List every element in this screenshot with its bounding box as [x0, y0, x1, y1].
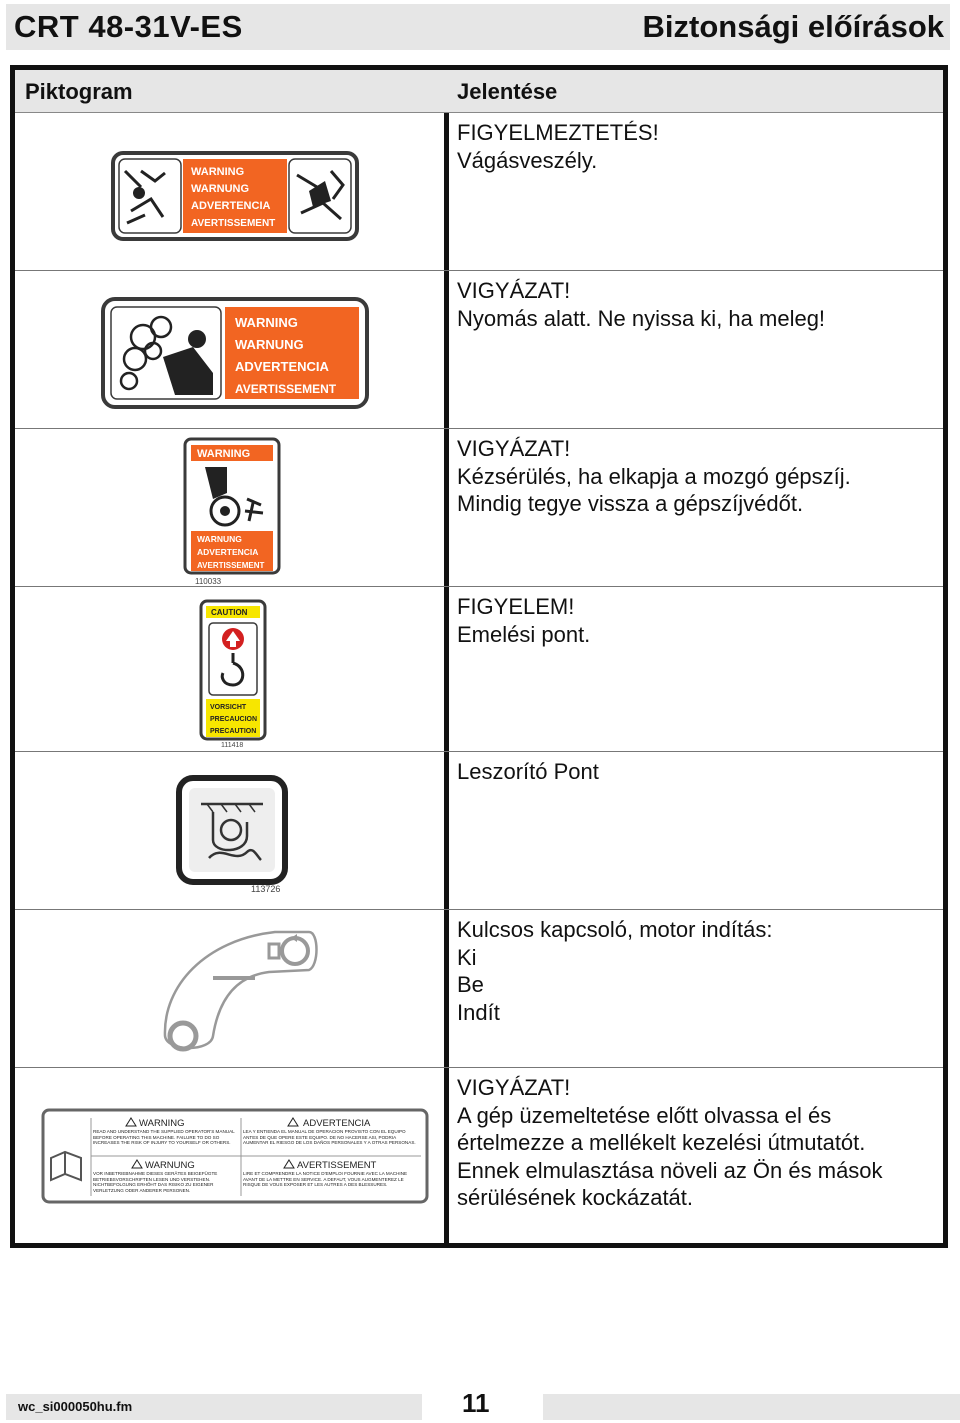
- meaning-text: [457, 593, 937, 648]
- table-row: [15, 587, 943, 752]
- pictogram-table: [10, 65, 948, 1248]
- meaning-text: [457, 277, 937, 332]
- decal-text: WARNING: [191, 166, 245, 178]
- decal-text: VORSICHT: [210, 704, 247, 711]
- decal-text: AVERTISSEMENT: [191, 218, 276, 229]
- table-row: [15, 752, 943, 910]
- table-row: [15, 271, 943, 429]
- decal-text: WARNING: [235, 315, 298, 330]
- decal-text: WARNING: [197, 448, 251, 460]
- meaning-line: VIGYÁZAT!: [457, 278, 571, 303]
- meaning-text: [457, 1074, 937, 1212]
- decal-text: WARNUNG: [197, 534, 242, 544]
- meaning-text: [457, 119, 937, 174]
- footer-bar-right: [543, 1394, 960, 1420]
- column-header-pictogram: Piktogram: [25, 79, 133, 104]
- meaning-text: [457, 916, 937, 1026]
- meaning-line: Kulcsos kapcsoló, motor indítás:: [457, 917, 773, 942]
- meaning-line: Kézsérülés, ha elkapja a mozgó gépszíj.: [457, 463, 851, 489]
- decal-number: 113726: [251, 884, 281, 894]
- table-row: [15, 910, 943, 1068]
- key-switch-decal-icon: [157, 926, 321, 1058]
- meaning-line: Be: [457, 972, 484, 997]
- table-header: [15, 70, 943, 113]
- section-title: Biztonsági előírások: [642, 9, 944, 44]
- decal-text: PRECAUCION: [210, 716, 258, 723]
- footer-filename: wc_si000050hu.fm: [18, 1399, 133, 1414]
- decal-text: PRECAUTION: [210, 728, 257, 735]
- meaning-line: VIGYÁZAT!: [457, 1075, 571, 1100]
- decal-text: AVERTISSEMENT: [197, 561, 265, 570]
- meaning-line: Ki: [457, 944, 477, 970]
- lifting-point-decal-icon: [199, 599, 269, 749]
- meaning-line: értelmezze a mellékelt kezelési útmutatót.: [457, 1130, 866, 1155]
- decal-number: 110033: [195, 577, 222, 586]
- meaning-line: Emelési pont.: [457, 621, 591, 647]
- meaning-line: Leszorító Pont: [457, 759, 599, 784]
- decal-text: ADVERTENCIA: [197, 547, 259, 557]
- decal-text: AVERTISSEMENT: [235, 382, 337, 396]
- decal-text: ADVERTENCIA: [191, 200, 271, 212]
- decal-paragraph: VOR INBETRIEBNAHME DIESES GERÄTES BEIGEFÜGTE BETRIEBSVORSCHRIFTEN LESEN UND VERSTEHEN. NICHTBEFOLGUNG ERHÖHT DAS RISIKO ZU EIGENER VERLETZUNG ODER ANDERER PERSONEN.: [93, 1171, 218, 1193]
- table-row: [15, 429, 943, 587]
- column-header-meaning: Jelentése: [457, 79, 558, 104]
- tie-down-point-decal-icon: [175, 774, 301, 894]
- table-row: [15, 1068, 943, 1243]
- decal-text: WARNUNG: [235, 337, 304, 352]
- meaning-line: Indít: [457, 999, 500, 1025]
- cutting-hazard-decal-icon: [111, 151, 359, 241]
- meaning-line: Ennek elmulasztása növeli az Ön és mások: [457, 1157, 883, 1183]
- decal-text: AVERTISSEMENT: [297, 1160, 377, 1171]
- meaning-line: FIGYELMEZTETÉS!: [457, 120, 659, 145]
- meaning-line: Mindig tegye vissza a gépszíjvédőt.: [457, 491, 804, 516]
- read-manual-decal-icon: [41, 1108, 429, 1204]
- meaning-line: Nyomás alatt. Ne nyissa ki, ha meleg!: [457, 305, 826, 331]
- meaning-line: VIGYÁZAT!: [457, 436, 571, 461]
- decal-paragraph: READ AND UNDERSTAND THE SUPPLIED OPERATOR'S MANUAL BEFORE OPERATING THIS MACHINE. FAILURE TO DO SO INCREASES THE RISK OF INJURY TO YOURSELF OR OTHERS.: [93, 1129, 235, 1146]
- meaning-line: sérülésének kockázatát.: [457, 1185, 694, 1210]
- decal-text: ADVERTENCIA: [303, 1118, 371, 1129]
- belt-hazard-decal-icon: [183, 437, 283, 587]
- page-number: 11: [462, 1388, 490, 1418]
- meaning-line: Vágásveszély.: [457, 147, 598, 173]
- meaning-line: FIGYELEM!: [457, 594, 575, 619]
- decal-text: WARNING: [139, 1118, 185, 1129]
- decal-text: WARNUNG: [145, 1160, 195, 1171]
- document-code: CRT 48-31V-ES: [14, 9, 243, 44]
- table-row: [15, 113, 943, 271]
- decal-number: 111418: [221, 742, 244, 749]
- decal-text: CAUTION: [211, 608, 248, 617]
- meaning-text: [457, 758, 937, 786]
- decal-text: ADVERTENCIA: [235, 359, 329, 374]
- decal-text: WARNUNG: [191, 183, 250, 195]
- meaning-line: A gép üzemeltetése előtt olvassa el és: [457, 1102, 832, 1128]
- meaning-text: [457, 435, 937, 518]
- decal-paragraph: LIRE ET COMPRENDRE LA NOTICE D'EMPLOI FOURNIE AVEC LA MACHINE AVANT DE LA METTRE EN SERVICE. A DEFAUT, VOUS AUGMENTEREZ LE RISQUE DE VOUS EXPOSER ET LES AUTRES A DES BLESSURES.: [243, 1171, 408, 1188]
- pressurized-hot-decal-icon: [101, 297, 369, 409]
- decal-paragraph: LEA Y ENTIENDA EL MANUAL DE OPERACION PROVISTO CON EL EQUIPO ANTES DE QUE OPERE ESTE EQUIPO. DE NO HACERSE ASI, PODRIA AUMENTAR EL RIESGO DE LOS DAÑOS PERSONALES Y A OTRAS PERSONAS.: [243, 1129, 416, 1146]
